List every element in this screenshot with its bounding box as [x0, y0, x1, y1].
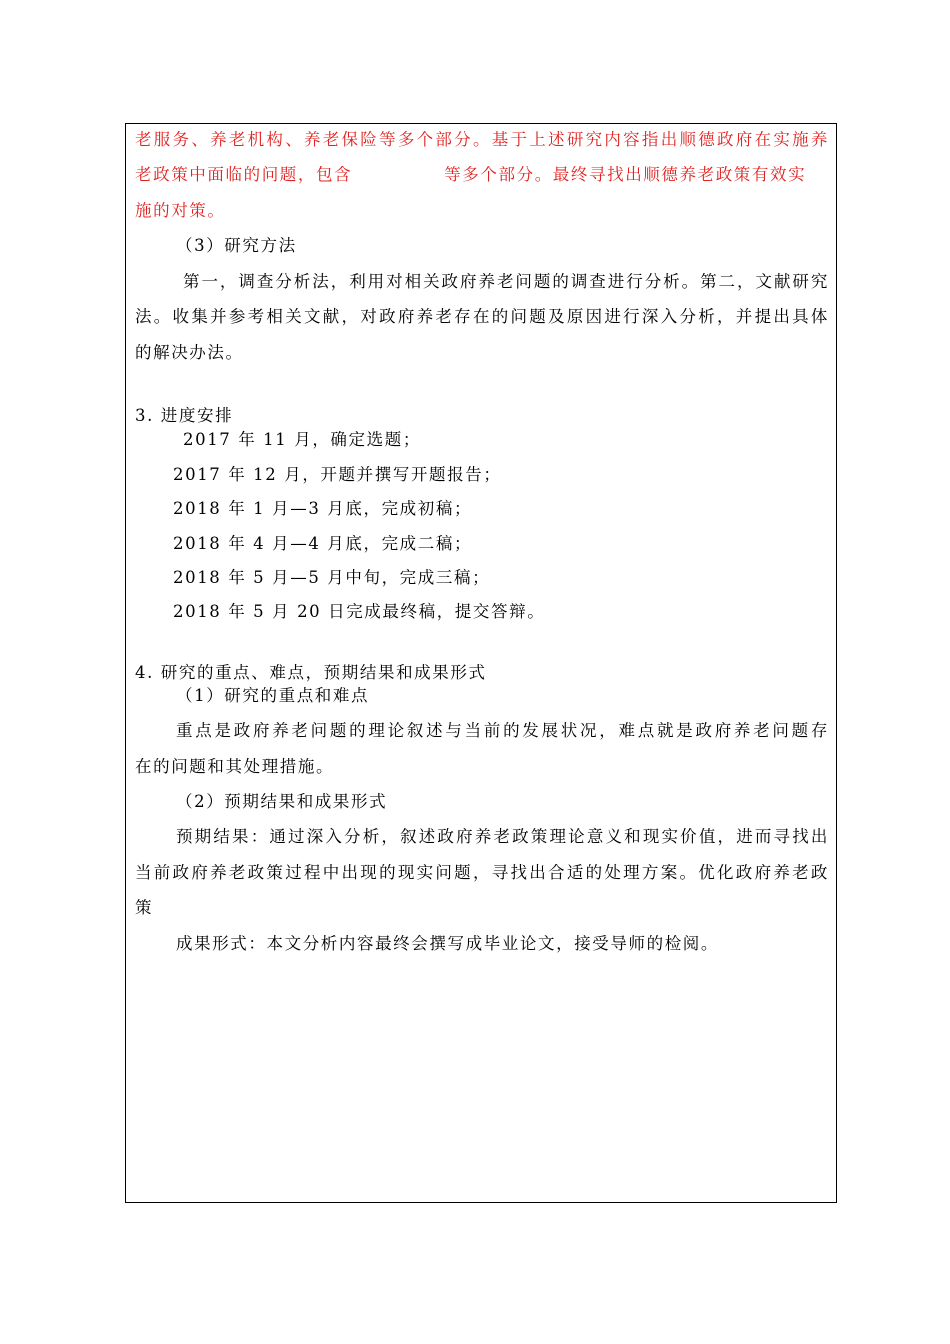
schedule-heading: 3. 进度安排 — [135, 406, 234, 425]
schedule-item-2: 2017 年 12 月，开题并撰写开题报告； — [173, 465, 502, 484]
content-line-2-part-b: 等多个部分。最终寻找出顺德养老政策有效实 — [444, 165, 807, 184]
focus-subheading-1: （1）研究的重点和难点 — [176, 686, 370, 705]
expected-line-3: 策 — [135, 898, 154, 917]
focus-line-2: 在的问题和其处理措施。 — [135, 757, 335, 776]
method-line-3: 的解决办法。 — [135, 343, 244, 362]
focus-subheading-2: （2）预期结果和成果形式 — [176, 792, 388, 811]
content-line-2 — [135, 163, 829, 187]
schedule-item-5: 2018 年 5 月—5 月中旬，完成三稿； — [173, 568, 491, 587]
schedule-item-1: 2017 年 11 月，确定选题； — [183, 430, 421, 449]
method-heading: （3）研究方法 — [176, 236, 297, 255]
expected-line-2: 当前政府养老政策过程中出现的现实问题，寻找出合适的处理方案。优化政府养老政 — [135, 863, 829, 882]
schedule-item-6: 2018 年 5 月 20 日完成最终稿，提交答辩。 — [173, 602, 546, 621]
method-line-1: 第一，调查分析法，利用对相关政府养老问题的调查进行分析。第二，文献研究 — [183, 272, 829, 291]
focus-line-1: 重点是政府养老问题的理论叙述与当前的发展状况，难点就是政府养老问题存 — [176, 721, 829, 740]
content-line-3: 施的对策。 — [135, 201, 226, 220]
outcome-form-line: 成果形式：本文分析内容最终会撰写成毕业论文，接受导师的检阅。 — [176, 934, 719, 953]
content-line-2-part-a: 老政策中面临的问题，包含 — [135, 165, 353, 184]
content-line-1: 老服务、养老机构、养老保险等多个部分。基于上述研究内容指出顺德政府在实施养 — [135, 130, 829, 149]
focus-heading: 4. 研究的重点、难点，预期结果和成果形式 — [135, 663, 487, 682]
schedule-item-3: 2018 年 1 月—3 月底，完成初稿； — [173, 499, 473, 518]
schedule-item-4: 2018 年 4 月—4 月底，完成二稿； — [173, 534, 473, 553]
method-line-2: 法。收集并参考相关文献，对政府养老存在的问题及原因进行深入分析，并提出具体 — [135, 307, 829, 326]
expected-line-1: 预期结果：通过深入分析，叙述政府养老政策理论意义和现实价值，进而寻找出 — [176, 827, 829, 846]
